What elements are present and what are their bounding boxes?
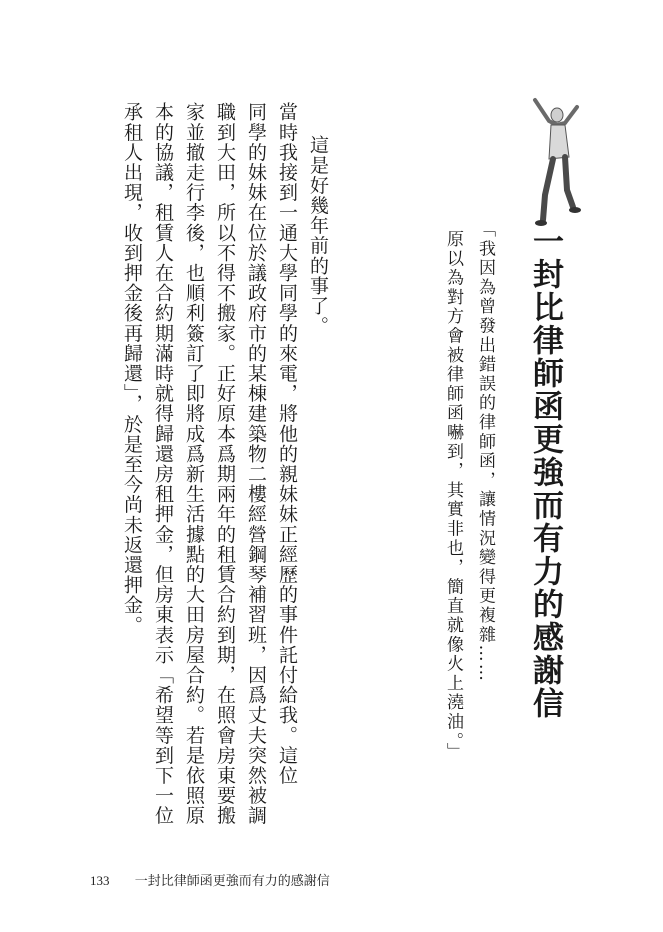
body-line-4: 職到大田，所以不得不搬家。正好原本爲期兩年的租賃合約到期，在照會房東要搬 (214, 102, 236, 826)
page-number: 133 (90, 873, 110, 888)
body-line-7: 承租人出現，收到押金後再歸還」，於是至今尚未返還押金。 (121, 102, 143, 636)
quote-line-2: 原以為對方會被律師函嚇到，其實非也，簡直就像火上澆油。」 (443, 230, 463, 762)
chapter-title: 一封比律師函更強而有力的感謝信 (527, 225, 563, 720)
quote-line-1: 「我因為曾發出錯誤的律師函，讓情況變得更複雜…… (475, 220, 495, 684)
body-line-5: 家並撤走行李後，也順利簽訂了即將成爲新生活據點的大田房屋合約。若是依照原 (183, 102, 205, 826)
body-line-6: 本的協議，租賃人在合約期滿時就得歸還房租押金，但房東表示「希望等到下一位 (152, 102, 174, 826)
body-line-3: 同學的妹妹在位於議政府市的某棟建築物二樓經營鋼琴補習班，因爲丈夫突然被調 (245, 102, 267, 826)
running-title: 一封比律師函更強而有力的感謝信 (134, 873, 330, 888)
page-footer (90, 870, 330, 889)
jumping-person-illustration (515, 95, 595, 230)
body-line-1: 這是好幾年前的事了。 (307, 135, 329, 336)
body-line-2: 當時我接到一通大學同學的來電，將他的親妹妹正經歷的事件託付給我。這位 (276, 102, 298, 786)
